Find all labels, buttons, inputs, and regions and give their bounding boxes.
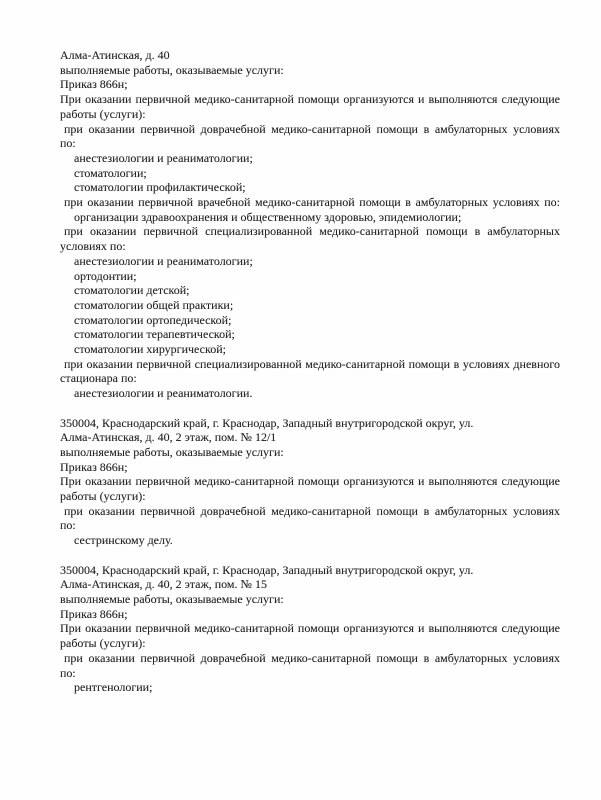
text-line: стоматологии хирургической; [74, 342, 226, 357]
text-line: 350004, Краснодарский край, г. Краснодар, Западный внутригородской округ, ул. [60, 562, 474, 577]
text-line: При оказании первичной медико-санитарной помощи организуются и выполняются следующие [60, 621, 560, 636]
text-line: Алма-Атинская, д. 40, 2 этаж, пом. № 15 [60, 577, 267, 592]
text-line: Приказ 866н; [60, 77, 128, 92]
text-line: анестезиологии и реаниматологии. [74, 386, 253, 401]
text-line: при оказании первичной доврачебной медико-санитарной помощи в амбулаторных условиях [64, 650, 560, 665]
text-line: по: [60, 136, 76, 151]
text-line: стоматологии ортопедической; [74, 312, 232, 327]
text-line: выполняемые работы, оказываемые услуги: [60, 591, 284, 606]
text-line: анестезиологии и реаниматологии; [74, 253, 253, 268]
text-line: При оказании первичной медико-санитарной помощи организуются и выполняются следующие [60, 92, 560, 107]
text-line: при оказании первичной специализированной медико-санитарной помощи в условиях дневного [64, 356, 560, 371]
text-line: стоматологии детской; [74, 283, 190, 298]
text-line: Приказ 866н; [60, 459, 128, 474]
text-line: при оказании первичной специализированной медико-санитарной помощи в амбулаторных [64, 224, 560, 239]
text-line: при оказании первичной врачебной медико-санитарной помощи в амбулаторных условиях по: [64, 195, 560, 210]
text-line: стационара по: [60, 371, 137, 386]
text-line: организации здравоохранения и общественному здоровью, эпидемиологии; [74, 209, 462, 224]
text-line: работы (услуги): [60, 489, 146, 504]
text-line: рентгенологии; [74, 680, 153, 695]
address-block-3 [60, 563, 560, 695]
text-line: условиях по: [60, 239, 126, 254]
text-line: 350004, Краснодарский край, г. Краснодар, Западный внутригородской округ, ул. [60, 415, 474, 430]
text-line: ортодонтии; [74, 268, 137, 283]
text-line: Алма-Атинская, д. 40 [60, 48, 170, 62]
text-line: работы (услуги): [60, 106, 146, 121]
text-line: Алма-Атинская, д. 40, 2 этаж, пом. № 12/1 [60, 430, 277, 445]
text-line: сестринскому делу. [74, 533, 173, 548]
text-line: по: [60, 518, 76, 533]
text-line: стоматологии терапевтической; [74, 327, 235, 342]
address-block-1 [60, 48, 560, 401]
text-line: стоматологии общей практики; [74, 297, 234, 312]
text-line: при оказании первичной доврачебной медико-санитарной помощи в амбулаторных условиях [64, 121, 560, 136]
document-text-block [60, 48, 560, 695]
text-line: анестезиологии и реаниматологии; [74, 150, 253, 165]
text-line: При оказании первичной медико-санитарной помощи организуются и выполняются следующие [60, 474, 560, 489]
text-line: выполняемые работы, оказываемые услуги: [60, 444, 284, 459]
text-line: стоматологии профилактической; [74, 180, 246, 195]
text-line: работы (услуги): [60, 636, 146, 651]
text-line: выполняемые работы, оказываемые услуги: [60, 62, 284, 77]
text-line: Приказ 866н; [60, 606, 128, 621]
text-line: по: [60, 665, 76, 680]
address-block-2 [60, 416, 560, 548]
text-line: стоматологии; [74, 165, 147, 180]
text-line: при оказании первичной доврачебной медико-санитарной помощи в амбулаторных условиях [64, 503, 560, 518]
